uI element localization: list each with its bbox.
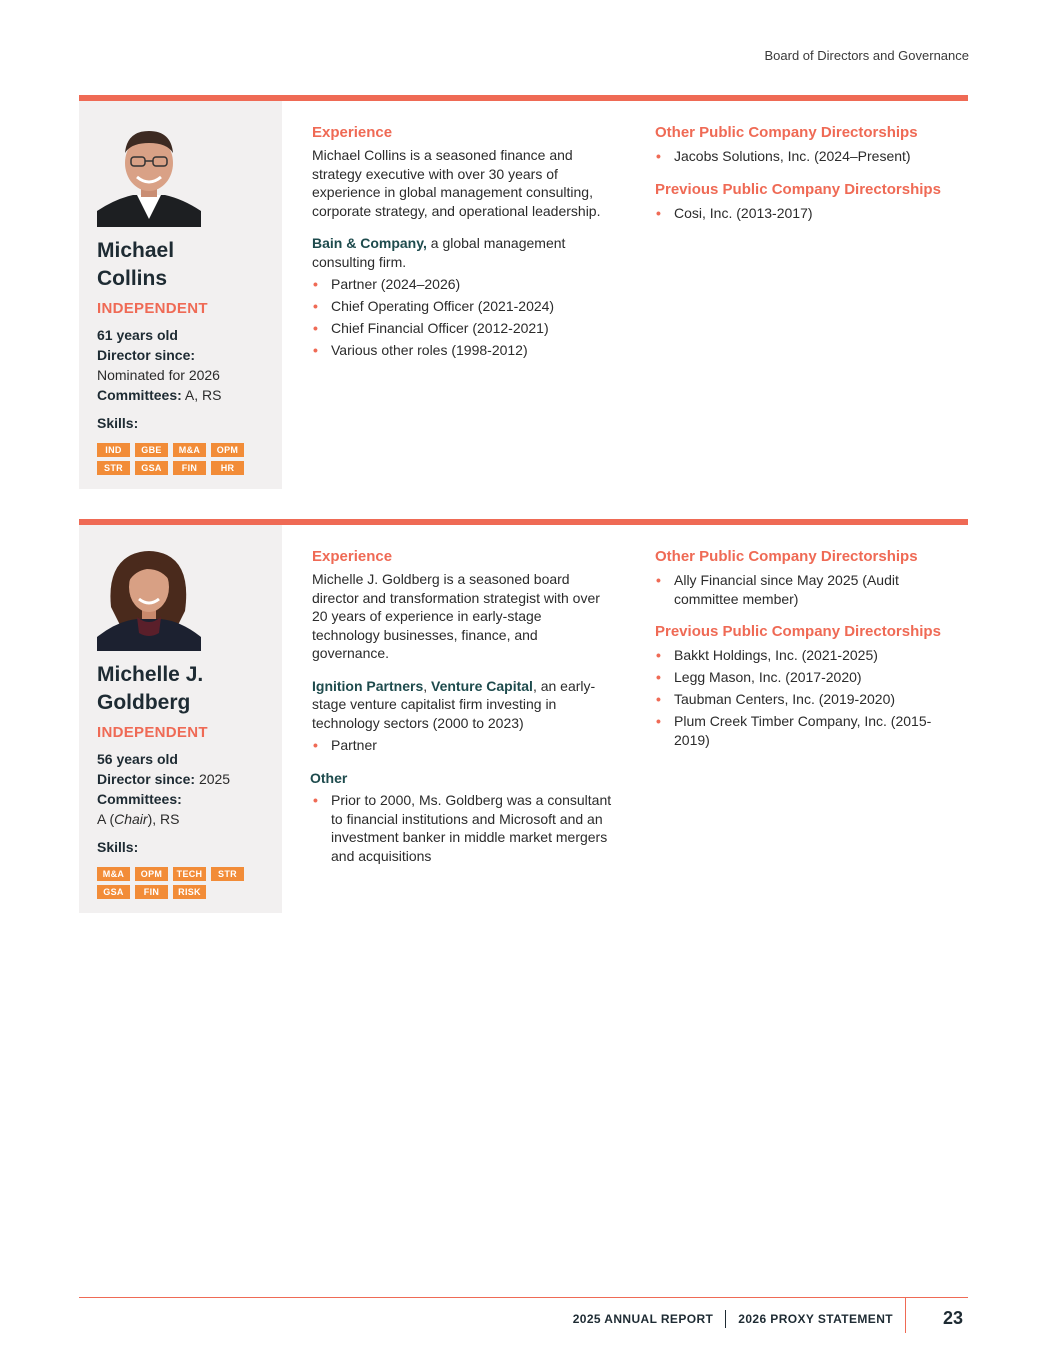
independence-status: INDEPENDENT (97, 300, 208, 317)
list-item: • Prior to 2000, Ms. Goldberg was a consultant to financial institutions and Microsoft and an investment banker in middle market mergers and acquisitions (312, 791, 612, 865)
footer-annual-report: 2025 ANNUAL REPORT (572, 1312, 714, 1326)
previous-public-list (655, 204, 960, 223)
skill-chip: RISK (173, 885, 206, 899)
directorships-column (655, 123, 960, 226)
experience-heading: Experience (312, 124, 393, 141)
skill-chip: GSA (135, 461, 168, 475)
director-card-michelle-goldberg (79, 519, 968, 919)
company-desc: , an early-stage venture capitalist firm investing in technology sectors (2000 to 2023) (312, 677, 596, 731)
footer-separator (725, 1310, 726, 1328)
previous-public-list (655, 646, 960, 749)
experience-text: Michael Collins is a seasoned finance and strategy executive with over 30 years of experience in global management consulting, corporate strategy, and operational leadership. (312, 147, 601, 219)
list-item: • Bakkt Holdings, Inc. (2021-2025) (655, 646, 960, 665)
director-since-label: Director since: (97, 771, 196, 787)
company-desc: a global management consulting firm. (312, 235, 566, 270)
committees-label: Committees: (97, 387, 182, 403)
footer-divider (79, 1297, 968, 1298)
committees-value: A, RS (184, 387, 222, 403)
company-name: Bain & Company, (312, 235, 427, 251)
committees-part: ), RS (147, 811, 180, 827)
other-heading: Other (310, 769, 348, 786)
company-name: Ignition Partners (312, 677, 424, 694)
skill-chip: FIN (135, 885, 168, 899)
skills-label: Skills: (97, 839, 139, 855)
skill-chip: M&A (97, 867, 130, 881)
list-item: • Chief Operating Officer (2021-2024) (312, 297, 612, 316)
other-public-list (655, 571, 960, 608)
skills-chips (97, 443, 257, 475)
footer (573, 1310, 893, 1328)
skill-chip: GBE (135, 443, 168, 457)
list-item: • Cosi, Inc. (2013-2017) (655, 204, 960, 223)
committees-label: Committees: (97, 791, 182, 807)
skill-chip: STR (97, 461, 130, 475)
roles-list (312, 275, 612, 360)
page-number: 23 (943, 1308, 964, 1328)
other-list (312, 791, 612, 865)
company-name: Venture Capital (431, 677, 533, 694)
roles-list (312, 736, 612, 755)
list-item: • Various other roles (1998-2012) (312, 341, 612, 360)
committees-part: A ( (97, 811, 115, 827)
other-public-heading: Other Public Company Directorships (655, 548, 918, 565)
skill-chip: STR (211, 867, 244, 881)
director-profile-panel (79, 525, 282, 913)
list-item: • Chief Financial Officer (2012-2021) (312, 319, 612, 338)
other-public-list (655, 147, 960, 166)
company-description (312, 677, 612, 733)
director-name: Michael Collins (97, 239, 175, 290)
skill-chip: OPM (211, 443, 244, 457)
independence-status: INDEPENDENT (97, 724, 208, 741)
experience-text: Michelle J. Goldberg is a seasoned board director and transformation strategist with over 20 years of experience in early-stage technology businesses, finance, and governance. (312, 571, 600, 661)
list-item: • Partner (2024–2026) (312, 275, 612, 294)
skill-chip: M&A (173, 443, 206, 457)
director-photo (97, 547, 201, 651)
page-number-divider (905, 1297, 906, 1333)
section-title: Board of Directors and Governance (764, 48, 969, 63)
list-item: • Legg Mason, Inc. (2017-2020) (655, 668, 960, 687)
committees-value (97, 809, 282, 829)
director-since-value: Nominated for 2026 (97, 367, 220, 383)
experience-heading: Experience (312, 548, 393, 565)
experience-column (312, 547, 612, 869)
list-item: • Taubman Centers, Inc. (2019-2020) (655, 690, 960, 709)
skill-chip: HR (211, 461, 244, 475)
company-description (312, 234, 612, 271)
skill-chip: TECH (173, 867, 206, 881)
experience-column (312, 123, 612, 363)
other-public-heading: Other Public Company Directorships (655, 124, 918, 141)
footer-proxy-statement: 2026 PROXY STATEMENT (738, 1312, 893, 1326)
skill-chip: FIN (173, 461, 206, 475)
director-since-value: 2025 (198, 771, 231, 787)
company-separator: , (423, 677, 432, 694)
director-age: 56 years old (97, 751, 178, 767)
list-item: • Partner (312, 736, 612, 755)
list-item: • Plum Creek Timber Company, Inc. (2015-2019) (655, 712, 960, 749)
director-age: 61 years old (97, 327, 178, 343)
previous-public-heading: Previous Public Company Directorships (655, 623, 941, 640)
skills-chips (97, 867, 257, 899)
previous-public-heading: Previous Public Company Directorships (655, 180, 941, 198)
skill-chip: IND (97, 443, 130, 457)
skill-chip: OPM (135, 867, 168, 881)
skill-chip: GSA (97, 885, 130, 899)
list-item: • Ally Financial since May 2025 (Audit committee member) (655, 571, 960, 608)
director-profile-panel (79, 101, 282, 489)
director-photo (97, 123, 201, 227)
director-card-michael-collins (79, 95, 968, 495)
list-item: • Jacobs Solutions, Inc. (2024–Present) (655, 147, 960, 166)
committee-chair: Chair (114, 811, 148, 827)
skills-label: Skills: (97, 415, 139, 431)
directorships-column (655, 547, 960, 753)
director-name: Michelle J. Goldberg (97, 663, 204, 714)
director-since-label: Director since: (97, 347, 196, 363)
